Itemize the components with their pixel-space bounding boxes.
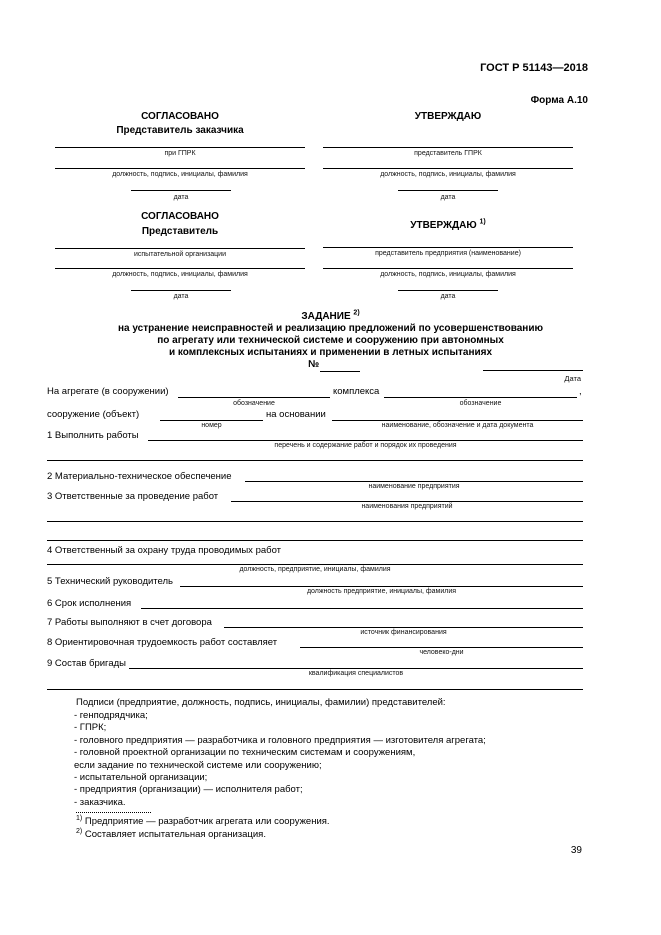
item-5-field[interactable] xyxy=(180,586,583,587)
field-caption: должность предприятие, инициалы, фамилия xyxy=(306,588,457,595)
agreed-title: СОГЛАСОВАНО xyxy=(141,211,219,222)
field-caption: при ГПРК xyxy=(164,150,196,157)
list-item: - заказчика. xyxy=(74,796,126,808)
task-subtitle-line: и комплексных испытаниях и применении в летных испытаниях xyxy=(168,347,493,358)
basis-field[interactable] xyxy=(332,420,583,421)
signature-line xyxy=(55,147,305,148)
task-subtitle-line: на устранение неисправностей и реализацию предложений по усовершенствованию xyxy=(117,323,544,334)
field-caption: обозначение xyxy=(459,400,502,407)
footnote-2: $^{2)}$ Составляет испытательная организация. xyxy=(76,827,266,840)
field-caption: должность, подпись, инициалы, фамилия xyxy=(380,271,516,278)
task-title: ЗАДАНИЕ $^{2)}$ xyxy=(301,309,360,322)
signatures-intro: Подписи (предприятие, должность, подпись, инициалы, фамилии) представителей: xyxy=(76,697,446,708)
agreed-subtitle: Представитель заказчика xyxy=(116,125,244,136)
item-4-field[interactable] xyxy=(47,564,583,565)
task-number-field[interactable] xyxy=(320,371,360,372)
complex-field[interactable] xyxy=(384,397,577,398)
item-5-label: 5 Технический руководитель xyxy=(47,576,174,587)
field-caption: должность, предприятие, инициалы, фамилия xyxy=(239,566,391,573)
field-caption: обозначение xyxy=(233,400,275,407)
item-9-field[interactable] xyxy=(129,668,583,669)
list-item: - испытательной организации; xyxy=(74,772,208,784)
field-caption: перечень и содержание работ и порядок их проведения xyxy=(274,442,457,449)
unit-field[interactable] xyxy=(178,397,330,398)
field-caption: представитель предприятия (наименование) xyxy=(375,250,521,257)
field-caption: должность, подпись, инициалы, фамилия xyxy=(380,171,516,178)
list-item: - головного предприятия — разработчика и головного предприятия — изготовителя агрегата; xyxy=(74,734,486,746)
item-1-field-continued[interactable] xyxy=(47,460,583,461)
item-9-field-continued[interactable] xyxy=(47,689,583,690)
item-7-label: 7 Работы выполняют в счет договора xyxy=(47,617,212,628)
list-item: - ГПРК; xyxy=(74,722,107,734)
structure-number-field[interactable] xyxy=(160,420,263,421)
footnote-ref: 2) xyxy=(353,309,360,317)
task-date-caption: Дата xyxy=(564,374,581,383)
date-line xyxy=(131,190,231,191)
signatures-list xyxy=(74,710,486,809)
field-caption: номер xyxy=(201,422,222,429)
field-caption: должность, подпись, инициалы, фамилия xyxy=(112,271,248,278)
item-2-field[interactable] xyxy=(245,481,583,482)
task-date-field[interactable] xyxy=(483,370,583,371)
signature-line xyxy=(323,268,573,269)
footnote-divider xyxy=(76,812,151,813)
list-item: - головной проектной организации по техническим системам и сооружениям, xyxy=(74,747,416,759)
field-caption: дата xyxy=(440,293,456,300)
agreed-title: СОГЛАСОВАНО xyxy=(141,111,219,122)
field-caption: дата xyxy=(173,194,189,201)
field-caption: квалификация специалистов xyxy=(308,670,404,677)
item-8-field[interactable] xyxy=(300,647,583,648)
item-4-label: 4 Ответственный за охрану труда проводимых работ xyxy=(47,545,282,556)
field-caption: человеко-дни xyxy=(419,649,464,656)
item-1-label: 1 Выполнить работы xyxy=(47,430,139,441)
date-line xyxy=(398,190,498,191)
form-number: Форма А.10 xyxy=(530,95,588,106)
item-6-field[interactable] xyxy=(141,608,583,609)
signature-line xyxy=(55,268,305,269)
item-3-field-continued[interactable] xyxy=(47,540,583,541)
field-caption: источник финансирования xyxy=(360,629,447,636)
basis-label: на основании xyxy=(266,409,326,420)
field-caption: наименования предприятий xyxy=(361,503,453,510)
signature-line xyxy=(55,248,305,249)
list-item: - генподрядчика; xyxy=(74,710,148,721)
signature-line xyxy=(323,247,573,248)
item-3-field[interactable] xyxy=(231,501,583,502)
item-3-label: 3 Ответственные за проведение работ xyxy=(47,491,219,502)
field-caption: наименование предприятия xyxy=(368,483,460,490)
footnote-1: $^{1)}$ Предприятие — разработчик агрегата или сооружения. xyxy=(76,814,330,827)
page-number: 39 xyxy=(570,845,582,856)
unit-label: На агрегате (в сооружении) xyxy=(47,386,169,397)
field-caption: представитель ГПРК xyxy=(414,150,482,157)
item-7-field[interactable] xyxy=(224,627,583,628)
footnote-ref: 1) xyxy=(479,218,486,226)
field-caption: наименование, обозначение и дата документа xyxy=(381,422,534,429)
field-caption: должность, подпись, инициалы, фамилия xyxy=(112,171,248,178)
comma: , xyxy=(579,386,582,397)
item-9-label: 9 Состав бригады xyxy=(47,658,126,669)
item-1-field[interactable] xyxy=(148,440,583,441)
signature-line xyxy=(323,168,573,169)
item-2-label: 2 Материально-техническое обеспечение xyxy=(47,471,232,482)
field-caption: дата xyxy=(173,293,189,300)
field-caption: испытательной организации xyxy=(133,251,227,258)
date-line xyxy=(398,290,498,291)
item-6-label: 6 Срок исполнения xyxy=(47,598,132,609)
item-3-field-continued[interactable] xyxy=(47,521,583,522)
complex-label: комплекса xyxy=(333,386,380,397)
list-item: если задание по технической системе или сооружению; xyxy=(74,759,322,771)
item-8-label: 8 Ориентировочная трудоемкость работ составляет xyxy=(47,637,278,648)
signature-line xyxy=(55,168,305,169)
field-caption: дата xyxy=(440,194,456,201)
approve-title: УТВЕРЖДАЮ $^{1)}$ xyxy=(410,218,486,231)
standard-code: ГОСТ Р 51143—2018 xyxy=(480,62,588,74)
task-number-label: № xyxy=(308,359,320,370)
structure-label: сооружение (объект) xyxy=(47,409,140,420)
approve-title: УТВЕРЖДАЮ xyxy=(414,111,482,122)
list-item: - предприятия (организации) — исполнителя работ; xyxy=(74,784,303,796)
task-subtitle-line: по агрегату или технической системе и сооружению при автономных xyxy=(157,335,504,346)
signature-line xyxy=(323,147,573,148)
date-line xyxy=(131,290,231,291)
agreed-subtitle: Представитель xyxy=(141,226,219,237)
